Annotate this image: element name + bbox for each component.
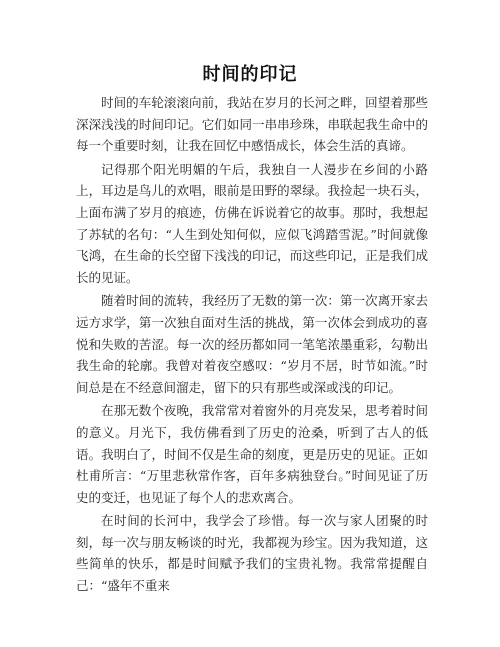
paragraph-1: 时间的车轮滚滚向前，我站在岁月的长河之畔，回望着那些深深浅浅的时间印记。它们如同一串串珍珠，串联起我生命中的每一个重要时刻，让我在回忆中感悟成长，体会生活的真谛。 (76, 95, 428, 154)
paragraph-2: 记得那个阳光明媚的午后，我独自一人漫步在乡间的小路上，耳边是鸟儿的欢唱，眼前是田野的翠绿。我捡起一块石头，上面布满了岁月的痕迹，仿佛在诉说着它的故事。那时，我想起了苏轼的名句：“人生到处知何似，应似飞鸿踏雪泥。”时间就像飞鸿，在生命的长空留下浅浅的印记，而这些印记，正是我们成长的见证。 (76, 161, 428, 285)
paragraph-5: 在时间的长河中，我学会了珍惜。每一次与家人团聚的时刻，每一次与朋友畅谈的时光，我都视为珍宝。因为我知道，这些简单的快乐，都是时间赋予我们的宝贵礼物。我常常提醒自己：“盛年不重来 (76, 513, 428, 594)
document-body (76, 92, 428, 597)
paragraph-4: 在那无数个夜晚，我常常对着窗外的月亮发呆，思考着时间的意义。月光下，我仿佛看到了历史的沧桑，听到了古人的低语。我明白了，时间不仅是生命的刻度，更是历史的见证。正如杜甫所言：“万里悲秋常作客，百年多病独登台。”时间见证了历史的变迁，也见证了每个人的悲欢离合。 (76, 403, 428, 505)
document-title: 时间的印记 (202, 64, 298, 85)
paragraph-3: 随着时间的流转，我经历了无数的第一次：第一次离开家去远方求学，第一次独自面对生活的挑战，第一次体会到成功的喜悦和失败的苦涩。每一次的经历都如同一笔笔浓墨重彩，勾勒出我生命的轮廓。我曾对着夜空感叹：“岁月不居，时节如流。”时间总是在不经意间溜走，留下的只有那些或深或浅的印记。 (76, 293, 428, 395)
